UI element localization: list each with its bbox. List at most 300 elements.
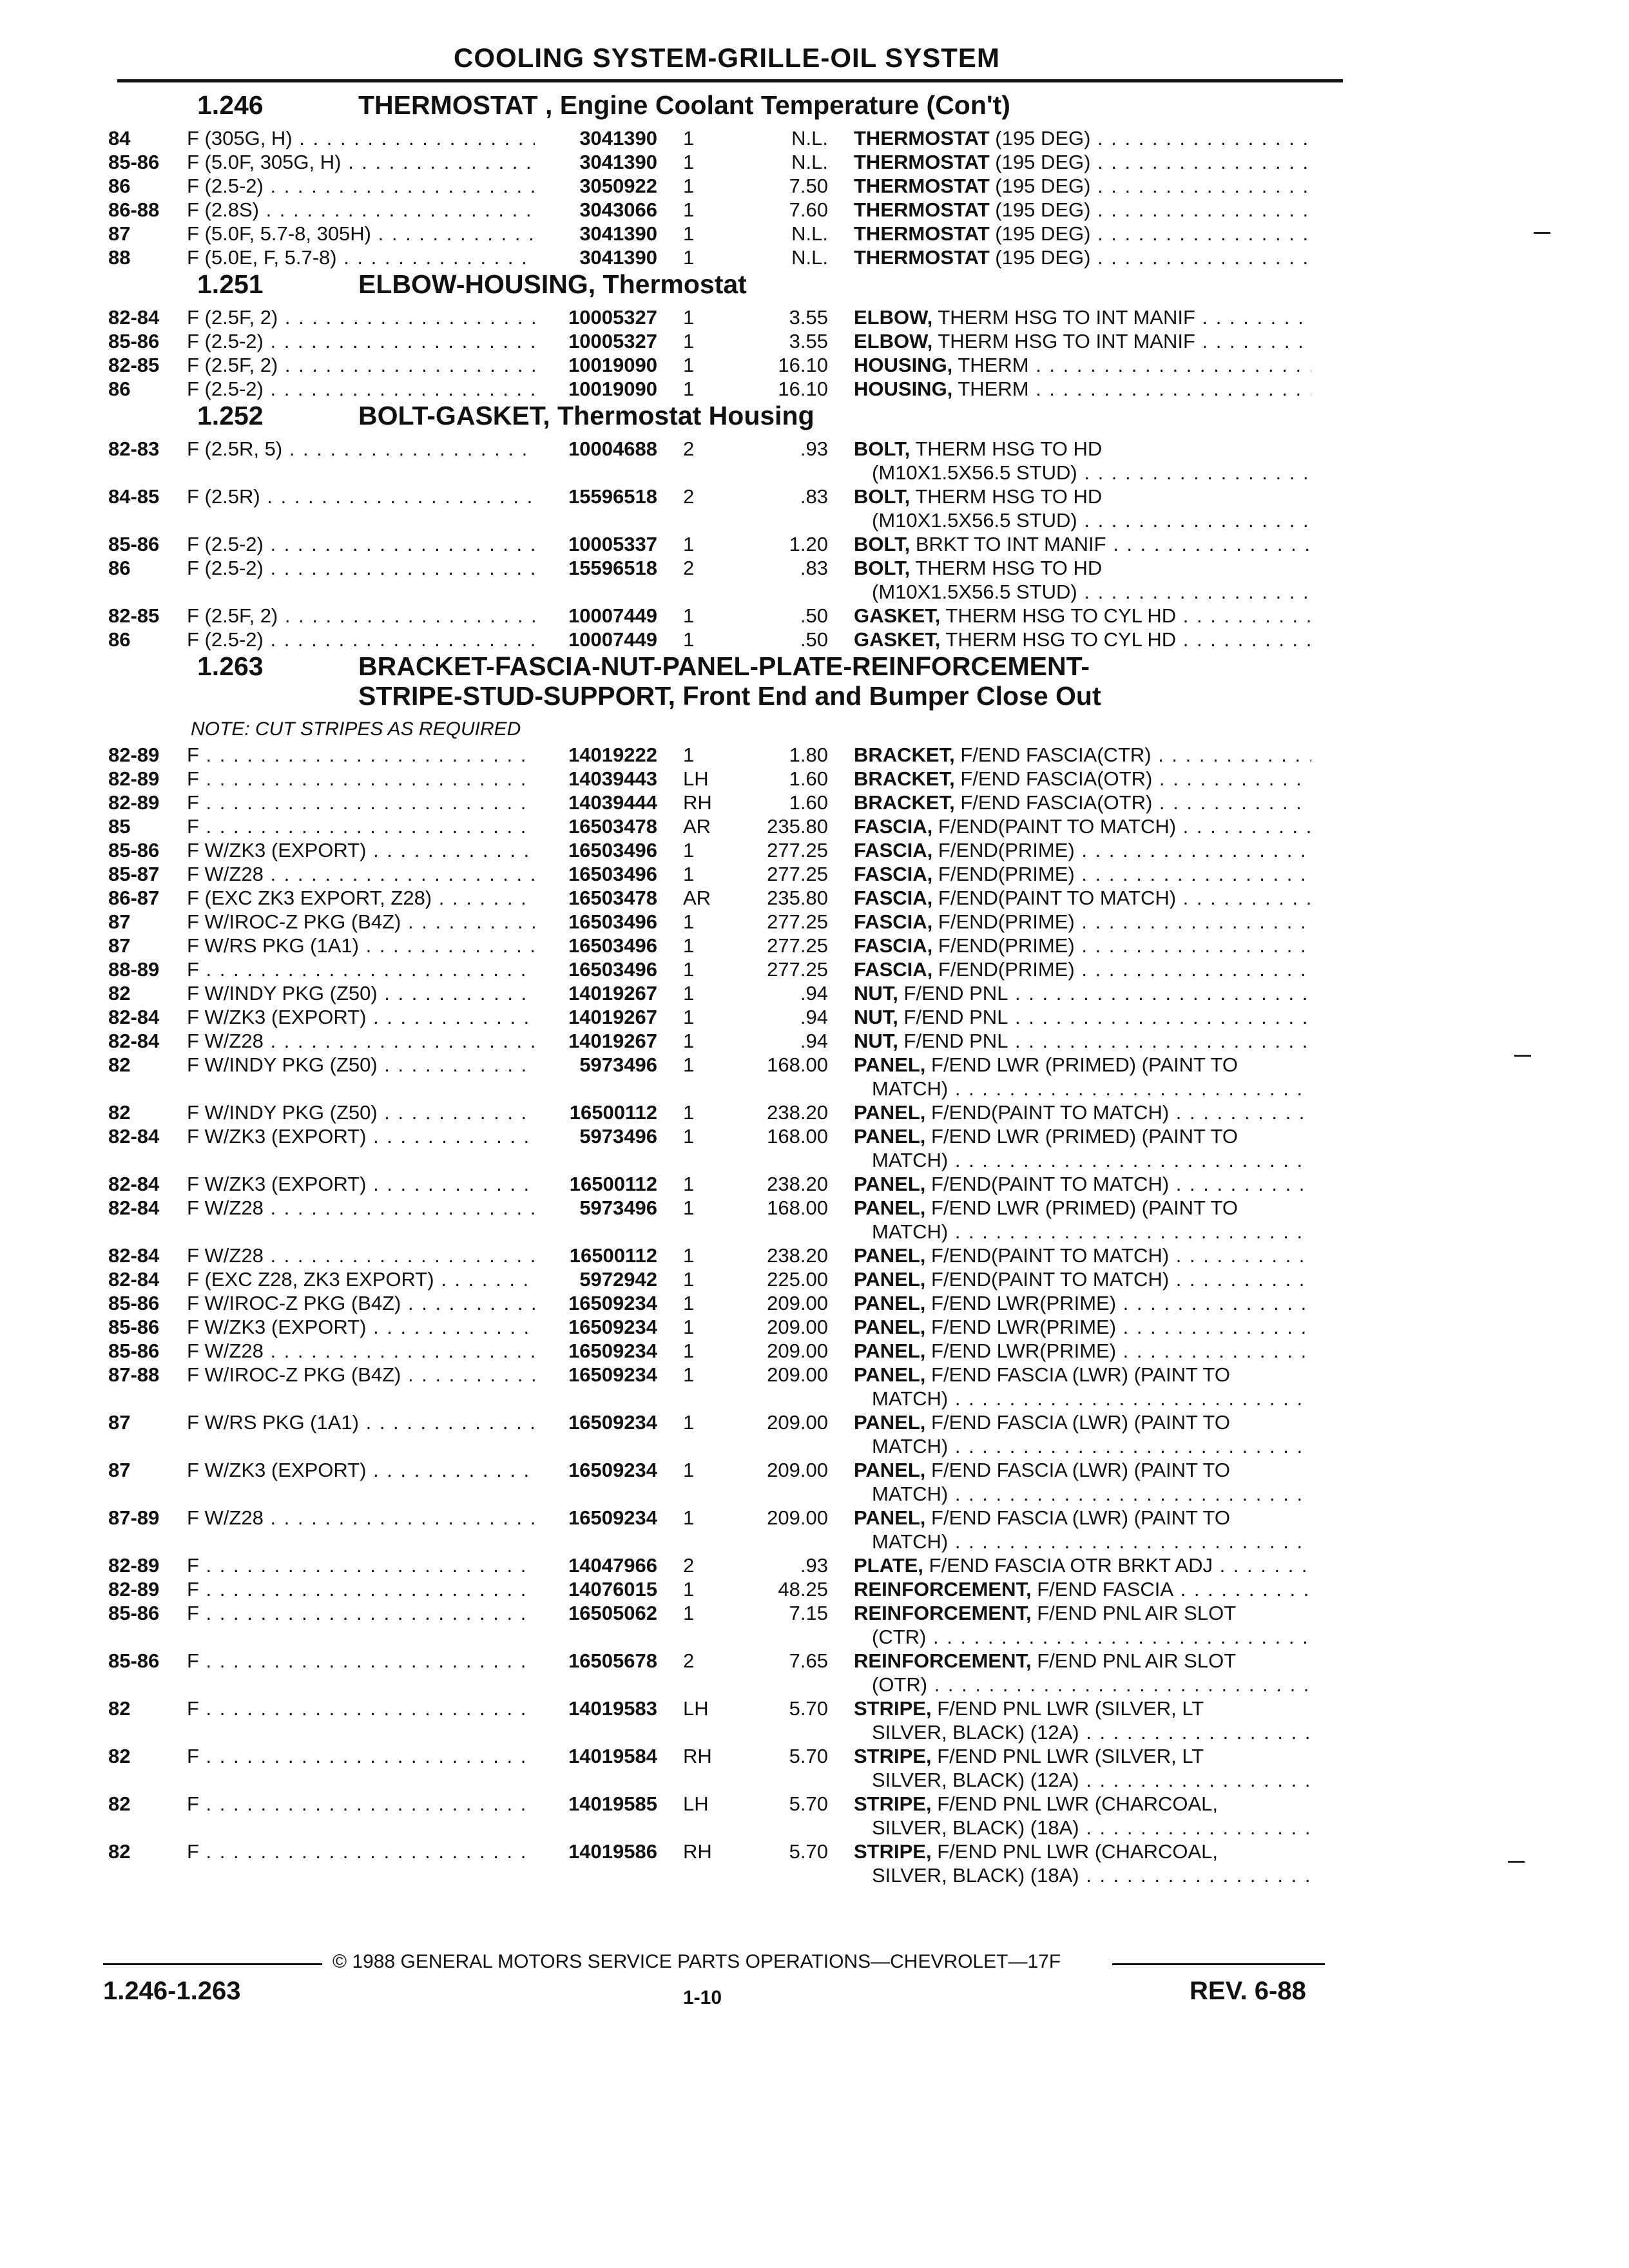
application: F (2.5F, 2) . . .	[187, 604, 535, 628]
table-row	[108, 838, 1345, 862]
part-number: 15596518	[568, 485, 657, 508]
description-line	[854, 1291, 1311, 1315]
price: 168.00	[767, 1053, 828, 1076]
table-row	[108, 1601, 1345, 1649]
description-line	[854, 1601, 1311, 1625]
model-years: 82-84	[108, 1244, 160, 1267]
application: F W/IROC-Z PKG (B4Z) . . .	[187, 910, 535, 934]
quantity: 1	[683, 604, 695, 627]
description-text: (195 DEG)	[995, 198, 1091, 221]
application: F (5.0F, 305G, H) . . .	[187, 150, 535, 174]
description-line	[854, 1244, 1311, 1267]
description-line	[854, 222, 1311, 245]
model-years: 82-84	[108, 1196, 160, 1219]
description	[854, 1267, 1311, 1291]
part-name: PANEL,	[854, 1268, 926, 1291]
description-text: F/END PNL LWR (SILVER, LT	[937, 1697, 1204, 1720]
quantity: 1	[683, 1053, 695, 1076]
description	[854, 532, 1311, 556]
price: 1.60	[789, 791, 828, 814]
part-number: 14019586	[568, 1840, 657, 1863]
description-text: F/END PNL	[903, 1006, 1008, 1028]
description	[854, 886, 1311, 910]
table-row	[108, 1553, 1345, 1577]
description-line	[854, 1625, 1311, 1649]
description-text: THERM	[958, 354, 1029, 376]
description	[854, 1840, 1311, 1887]
application: F (5.0E, F, 5.7-8) . . .	[187, 245, 535, 269]
quantity: 2	[683, 485, 695, 508]
footer-rule-right	[1112, 1963, 1325, 1965]
model-years: 88-89	[108, 958, 160, 981]
part-number: 16509234	[568, 1363, 657, 1386]
model-years: 86	[108, 175, 131, 197]
description	[854, 485, 1311, 532]
part-name: PANEL,	[854, 1196, 926, 1219]
table-row	[108, 377, 1345, 401]
quantity: 1	[683, 378, 695, 400]
description-text: THERM HSG TO INT MANIF	[938, 330, 1195, 352]
application: F W/INDY PKG (Z50) . . .	[187, 1053, 535, 1077]
table-row	[108, 862, 1345, 886]
price: 1.20	[789, 533, 828, 555]
description-text: MATCH)	[872, 1149, 949, 1171]
table-row	[108, 150, 1345, 174]
table-row	[108, 1005, 1345, 1029]
table-row	[108, 1339, 1345, 1363]
section-title	[358, 651, 1345, 711]
description-line	[854, 1744, 1311, 1768]
table-row	[108, 556, 1345, 604]
description	[854, 981, 1311, 1005]
description	[854, 628, 1311, 651]
description	[854, 1172, 1311, 1196]
table-row	[108, 1696, 1345, 1744]
part-name: PANEL,	[854, 1125, 926, 1148]
description-text: MATCH)	[872, 1077, 949, 1100]
price: .94	[800, 1006, 828, 1028]
model-years: 82-84	[108, 1268, 160, 1291]
description-text: THERM HSG TO CYL HD	[945, 604, 1177, 627]
section-title	[358, 269, 1345, 300]
description	[854, 1244, 1311, 1267]
part-number: 16503496	[568, 839, 657, 861]
application: F . . .	[187, 1792, 535, 1816]
application: F (2.5F, 2) . . .	[187, 305, 535, 329]
quantity: 1	[683, 958, 695, 981]
table-row	[108, 353, 1345, 377]
description	[854, 814, 1311, 838]
quantity: 1	[683, 910, 695, 933]
description-line	[854, 910, 1311, 934]
table-row	[108, 1244, 1345, 1267]
part-name: FASCIA,	[854, 934, 933, 957]
table-row	[108, 305, 1345, 329]
quantity: 1	[683, 982, 695, 1004]
model-years: 87	[108, 1411, 131, 1434]
description-text: F/END(PAINT TO MATCH)	[931, 1268, 1170, 1291]
description-line	[854, 934, 1311, 957]
description-line	[854, 305, 1311, 329]
model-years: 86	[108, 557, 131, 579]
description-line	[854, 957, 1311, 981]
model-years: 82-89	[108, 1578, 160, 1600]
description	[854, 305, 1311, 329]
application: F (EXC Z28, ZK3 EXPORT) . . .	[187, 1267, 535, 1291]
application: F W/INDY PKG (Z50) . . .	[187, 1100, 535, 1124]
description-text: (OTR)	[872, 1673, 928, 1696]
part-number: 10019090	[568, 378, 657, 400]
description-text: THERM HSG TO HD	[915, 437, 1103, 460]
description	[854, 1005, 1311, 1029]
description	[854, 1315, 1311, 1339]
model-years: 84	[108, 127, 131, 149]
quantity: 1	[683, 1196, 695, 1219]
price: 238.20	[767, 1244, 828, 1267]
description	[854, 957, 1311, 981]
description-text: F/END FASCIA (LWR) (PAINT TO	[931, 1506, 1230, 1529]
description	[854, 1744, 1311, 1792]
price: .83	[800, 557, 828, 579]
price: 235.80	[767, 887, 828, 909]
quantity: 1	[683, 1459, 695, 1481]
table-row	[108, 174, 1345, 198]
price: N.L.	[791, 151, 828, 173]
description-line	[854, 1339, 1311, 1363]
application: F W/ZK3 (EXPORT) . . .	[187, 1172, 535, 1196]
application: F W/ZK3 (EXPORT) . . .	[187, 1124, 535, 1148]
description-text: SILVER, BLACK) (12A)	[872, 1721, 1079, 1744]
part-name: PLATE,	[854, 1554, 923, 1577]
quantity: LH	[683, 1697, 709, 1720]
section-header	[108, 651, 1345, 718]
table-row	[108, 1267, 1345, 1291]
application: F W/Z28 . . .	[187, 1029, 535, 1053]
part-number: 14019267	[568, 982, 657, 1004]
application: F W/ZK3 (EXPORT) . . .	[187, 838, 535, 862]
margin-mark	[1514, 1055, 1531, 1057]
price: 238.20	[767, 1101, 828, 1124]
application: F (2.5F, 2) . . .	[187, 353, 535, 377]
part-name: PANEL,	[854, 1316, 926, 1338]
table-row	[108, 1172, 1345, 1196]
application: F . . .	[187, 1840, 535, 1863]
application: F (2.5-2) . . .	[187, 628, 535, 651]
description-line	[854, 461, 1311, 485]
description-line	[854, 329, 1311, 353]
part-name: FASCIA,	[854, 910, 933, 933]
quantity: 1	[683, 1578, 695, 1600]
part-name: THERMOSTAT	[854, 175, 990, 197]
description-text: F/END(PRIME)	[938, 839, 1075, 861]
quantity: 1	[683, 744, 695, 766]
part-number: 16503478	[568, 815, 657, 838]
part-number: 16503496	[568, 934, 657, 957]
description-line	[854, 604, 1311, 628]
footer-revision: REV. 6-88	[1190, 1977, 1306, 2005]
quantity: AR	[683, 815, 711, 838]
part-number: 10019090	[568, 354, 657, 376]
application: F W/Z28 . . .	[187, 1196, 535, 1220]
description	[854, 1124, 1311, 1172]
model-years: 86-87	[108, 887, 160, 909]
price: 277.25	[767, 934, 828, 957]
description	[854, 791, 1311, 814]
description-line	[854, 862, 1311, 886]
part-name: STRIPE,	[854, 1792, 932, 1815]
description-text: F/END FASCIA	[1037, 1578, 1174, 1600]
description	[854, 377, 1311, 401]
part-number: 14019583	[568, 1697, 657, 1720]
description	[854, 174, 1311, 198]
description	[854, 1553, 1311, 1577]
model-years: 87	[108, 222, 131, 245]
section-title-line: ELBOW-HOUSING, Thermostat	[358, 269, 747, 299]
model-years: 82	[108, 1792, 131, 1815]
part-name: THERMOSTAT	[854, 246, 990, 269]
description-text: (CTR)	[872, 1626, 927, 1648]
table-row	[108, 1291, 1345, 1315]
price: .50	[800, 604, 828, 627]
description-line	[854, 1315, 1311, 1339]
description	[854, 934, 1311, 957]
part-number: 3041390	[579, 246, 657, 269]
quantity: 1	[683, 934, 695, 957]
description-line	[854, 556, 1311, 580]
part-name: FASCIA,	[854, 958, 933, 981]
application: F . . .	[187, 1553, 535, 1577]
application: F . . .	[187, 1696, 535, 1720]
application: F W/ZK3 (EXPORT) . . .	[187, 1458, 535, 1482]
description-line	[854, 1673, 1311, 1696]
application: F W/ZK3 (EXPORT) . . .	[187, 1315, 535, 1339]
application: F W/Z28 . . .	[187, 1339, 535, 1363]
part-number: 3043066	[579, 198, 657, 221]
application: F W/INDY PKG (Z50) . . .	[187, 981, 535, 1005]
price: 5.70	[789, 1745, 828, 1767]
price: 209.00	[767, 1292, 828, 1314]
part-name: NUT,	[854, 982, 898, 1004]
price: 209.00	[767, 1411, 828, 1434]
section-number: 1.251	[197, 269, 264, 299]
quantity: 1	[683, 330, 695, 352]
model-years: 84-85	[108, 485, 160, 508]
description-line	[854, 1029, 1311, 1053]
description-line	[854, 1267, 1311, 1291]
header-rule	[117, 79, 1343, 82]
part-number: 3041390	[579, 151, 657, 173]
description-text: (M10X1.5X56.5 STUD)	[872, 509, 1077, 532]
application: F . . .	[187, 791, 535, 814]
table-row	[108, 814, 1345, 838]
part-name: FASCIA,	[854, 887, 933, 909]
quantity: 1	[683, 628, 695, 651]
part-name: REINFORCEMENT,	[854, 1649, 1032, 1672]
price: 7.60	[789, 198, 828, 221]
application: F (5.0F, 5.7-8, 305H) . . .	[187, 222, 535, 245]
description-line	[854, 1100, 1311, 1124]
table-row	[108, 1792, 1345, 1840]
part-name: PANEL,	[854, 1053, 926, 1076]
part-number: 14019222	[568, 744, 657, 766]
footer-rule-left	[103, 1963, 322, 1965]
part-number: 16509234	[568, 1292, 657, 1314]
part-name: HOUSING,	[854, 378, 953, 400]
description-line	[854, 1172, 1311, 1196]
model-years: 85-86	[108, 533, 160, 555]
quantity: 1	[683, 1268, 695, 1291]
part-number: 14039443	[568, 767, 657, 790]
description-line	[854, 1577, 1311, 1601]
application: F W/IROC-Z PKG (B4Z) . . .	[187, 1363, 535, 1387]
description-text: THERM HSG TO INT MANIF	[938, 306, 1195, 329]
part-number: 14039444	[568, 791, 657, 814]
section-header	[108, 269, 1345, 305]
description	[854, 743, 1311, 767]
part-name: ELBOW,	[854, 306, 933, 329]
description	[854, 1196, 1311, 1244]
description	[854, 1100, 1311, 1124]
application: F W/RS PKG (1A1) . . .	[187, 1410, 535, 1434]
page-title: COOLING SYSTEM-GRILLE-OIL SYSTEM	[454, 43, 1000, 73]
table-row	[108, 1577, 1345, 1601]
footer-copyright: © 1988 GENERAL MOTORS SERVICE PARTS OPERATIONS—CHEVROLET—17F	[333, 1951, 1061, 1972]
description-text: (195 DEG)	[995, 151, 1091, 173]
part-name: STRIPE,	[854, 1840, 932, 1863]
part-name: BOLT,	[854, 437, 911, 460]
description-line	[854, 1553, 1311, 1577]
part-number: 10007449	[568, 628, 657, 651]
description-text: F/END LWR (PRIMED) (PAINT TO	[931, 1196, 1238, 1219]
application: F (2.5-2) . . .	[187, 174, 535, 198]
model-years: 82	[108, 982, 131, 1004]
model-years: 82-83	[108, 437, 160, 460]
model-years: 87	[108, 934, 131, 957]
model-years: 86	[108, 378, 131, 400]
section-title-line: BRACKET-FASCIA-NUT-PANEL-PLATE-REINFORCEMENT-	[358, 651, 1090, 681]
description-text: SILVER, BLACK) (18A)	[872, 1864, 1079, 1887]
part-name: NUT,	[854, 1030, 898, 1052]
part-number: 3041390	[579, 127, 657, 149]
part-name: PANEL,	[854, 1244, 926, 1267]
description-line	[854, 1053, 1311, 1077]
description-line	[854, 1506, 1311, 1530]
description-line	[854, 1434, 1311, 1458]
table-row	[108, 886, 1345, 910]
price: 209.00	[767, 1363, 828, 1386]
part-name: THERMOSTAT	[854, 127, 990, 149]
model-years: 88	[108, 246, 131, 269]
quantity: 1	[683, 1030, 695, 1052]
description	[854, 604, 1311, 628]
section-number: 1.252	[197, 401, 264, 430]
table-row	[108, 1458, 1345, 1506]
table-row	[108, 934, 1345, 957]
description-text: F/END(PAINT TO MATCH)	[931, 1173, 1170, 1195]
part-name: BRACKET,	[854, 767, 955, 790]
description-text: MATCH)	[872, 1483, 949, 1505]
application: F (EXC ZK3 EXPORT, Z28) . . .	[187, 886, 535, 910]
description-line	[854, 198, 1311, 222]
description-line	[854, 767, 1311, 791]
price: 7.50	[789, 175, 828, 197]
application: F W/IROC-Z PKG (B4Z) . . .	[187, 1291, 535, 1315]
price: N.L.	[791, 222, 828, 245]
model-years: 85-86	[108, 1649, 160, 1672]
description-text: F/END FASCIA OTR BRKT ADJ	[929, 1554, 1213, 1577]
quantity: 1	[683, 1244, 695, 1267]
description-text: F/END LWR (PRIMED) (PAINT TO	[931, 1125, 1238, 1148]
price: 16.10	[778, 378, 828, 400]
description-line	[854, 1363, 1311, 1387]
part-number: 14047966	[568, 1554, 657, 1577]
part-number: 16509234	[568, 1459, 657, 1481]
table-row	[108, 1744, 1345, 1792]
quantity: AR	[683, 887, 711, 909]
parts-catalog	[108, 90, 1345, 1887]
description	[854, 353, 1311, 377]
description-line	[854, 1863, 1311, 1887]
table-row	[108, 1196, 1345, 1244]
price: 5.70	[789, 1792, 828, 1815]
price: .94	[800, 982, 828, 1004]
model-years: 85-86	[108, 1340, 160, 1362]
price: .94	[800, 1030, 828, 1052]
description-text: F/END PNL AIR SLOT	[1037, 1649, 1237, 1672]
quantity: 2	[683, 437, 695, 460]
part-name: REINFORCEMENT,	[854, 1578, 1032, 1600]
margin-mark	[1534, 232, 1550, 234]
quantity: 1	[683, 839, 695, 861]
part-name: PANEL,	[854, 1506, 926, 1529]
part-number: 16503478	[568, 887, 657, 909]
description-text: (195 DEG)	[995, 175, 1091, 197]
description-line	[854, 437, 1311, 461]
description-text: F/END(PAINT TO MATCH)	[938, 815, 1177, 838]
description-text: BRKT TO INT MANIF	[915, 533, 1106, 555]
description-text: (M10X1.5X56.5 STUD)	[872, 581, 1077, 603]
table-row	[108, 532, 1345, 556]
description	[854, 1506, 1311, 1553]
application: F (2.5-2) . . .	[187, 556, 535, 580]
description	[854, 222, 1311, 245]
part-name: PANEL,	[854, 1459, 926, 1481]
part-number: 14019267	[568, 1006, 657, 1028]
part-name: THERMOSTAT	[854, 222, 990, 245]
table-row	[108, 1053, 1345, 1100]
description-text: (M10X1.5X56.5 STUD)	[872, 461, 1077, 484]
quantity: 1	[683, 533, 695, 555]
price: N.L.	[791, 246, 828, 269]
part-name: BOLT,	[854, 485, 911, 508]
application: F (2.5R, 5) . . .	[187, 437, 535, 461]
description	[854, 1792, 1311, 1840]
description-line	[854, 1816, 1311, 1840]
description	[854, 150, 1311, 174]
price: 1.60	[789, 767, 828, 790]
part-number: 15596518	[568, 557, 657, 579]
part-name: PANEL,	[854, 1173, 926, 1195]
description	[854, 1458, 1311, 1506]
application: F (2.5-2) . . .	[187, 532, 535, 556]
quantity: 1	[683, 198, 695, 221]
description-text: F/END FASCIA(OTR)	[960, 767, 1153, 790]
description-line	[854, 838, 1311, 862]
part-number: 14019585	[568, 1792, 657, 1815]
part-name: THERMOSTAT	[854, 151, 990, 173]
description-text: F/END PNL	[903, 1030, 1008, 1052]
description-line	[854, 1482, 1311, 1506]
